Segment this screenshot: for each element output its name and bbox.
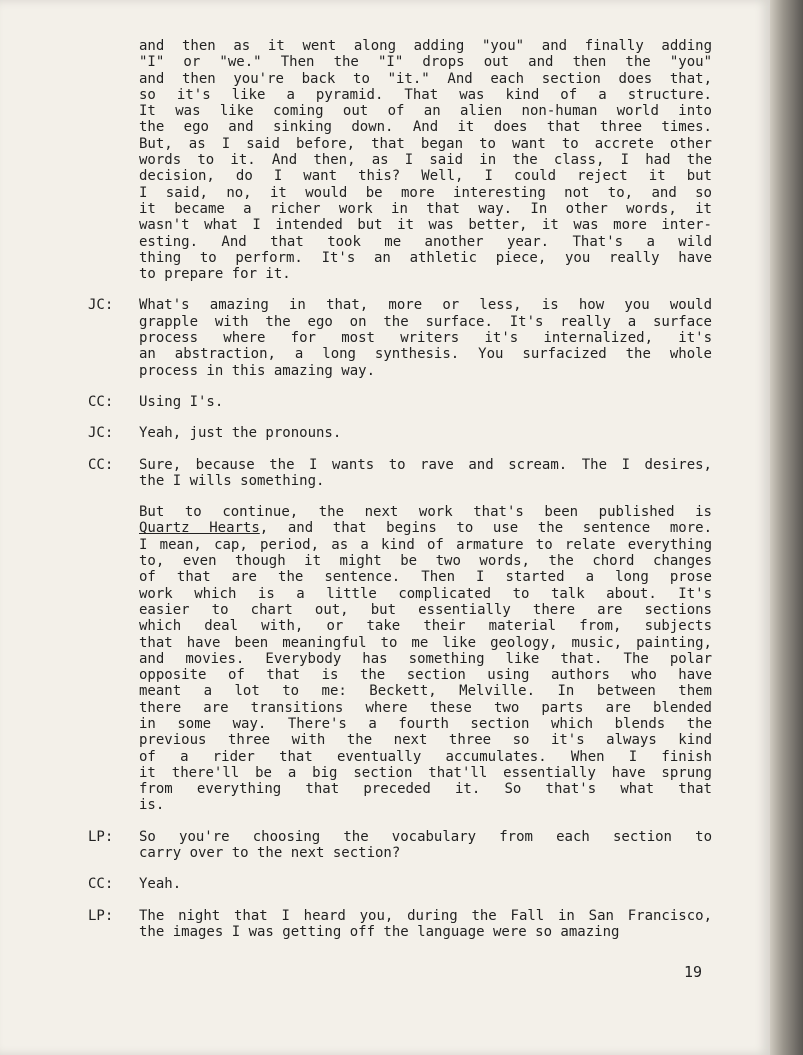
text-line: it there'll be a big section that'll essentially have sprung xyxy=(139,764,712,781)
interview-transcript xyxy=(0,38,770,955)
text-line: that have been meaningful to me like geology, music, painting, xyxy=(139,634,712,651)
text-line: the ego and sinking down. And it does that three times. xyxy=(139,119,712,136)
text-line: and then as it went along adding "you" and finally adding xyxy=(139,38,712,54)
text-line: an abstraction, a long synthesis. You surfacized the whole xyxy=(139,346,712,363)
paragraph-text xyxy=(139,908,712,941)
dialogue-turn xyxy=(0,908,770,941)
paragraph-text xyxy=(139,38,712,282)
text-line: so it's like a pyramid. That was kind of a structure. xyxy=(139,86,712,103)
paragraph-text xyxy=(139,457,712,490)
text-line: But to continue, the next work that's been published is xyxy=(139,504,712,521)
book-title: Quartz Hearts xyxy=(139,520,260,537)
text-line: Yeah. xyxy=(139,876,182,893)
dialogue-turn xyxy=(0,876,770,892)
text-line: in some way. There's a fourth section which blends the xyxy=(139,715,712,732)
text-line: Sure, because the I wants to rave and scream. The I desires, xyxy=(139,456,712,473)
text-line: and then you're back to "it." And each section does that, xyxy=(139,70,712,87)
text-line: of a rider that eventually accumulates. When I finish xyxy=(139,748,712,765)
text-line: it became a richer work in that way. In other words, it xyxy=(139,200,712,217)
text-line: I said, no, it would be more interesting not to, and so xyxy=(139,184,712,201)
speaker-label: CC: xyxy=(88,876,114,893)
text-line: work which is a little complicated to talk about. It's xyxy=(139,585,712,602)
text-line: and movies. Everybody has something like that. The polar xyxy=(139,650,712,667)
page-edge xyxy=(770,0,803,1055)
dialogue-turn xyxy=(0,297,770,378)
text-line: opposite of that is the section using authors who have xyxy=(139,667,712,684)
text-line: previous three with the next three so it's always kind xyxy=(139,732,712,749)
speaker-label: LP: xyxy=(88,828,114,845)
paragraph-text xyxy=(139,876,712,892)
text-line: The night that I heard you, during the Fall in San Francisco, xyxy=(139,907,712,924)
text-line: is. xyxy=(139,797,165,814)
text-line: from everything that preceded it. So that's what that xyxy=(139,781,712,798)
text-line: thing to perform. It's an athletic piece, you really have xyxy=(139,249,712,266)
dialogue-turn xyxy=(0,829,770,862)
paragraph-text xyxy=(139,297,712,378)
text-line: What's amazing in that, more or less, is how you would xyxy=(139,297,712,314)
text-line: words to it. And then, as I said in the class, I had the xyxy=(139,152,712,169)
paragraph-text xyxy=(139,425,712,441)
text-line: meant a lot to me: Beckett, Melville. In between them xyxy=(139,683,712,700)
text-line: process where for most writers it's internalized, it's xyxy=(139,330,712,347)
text-line: So you're choosing the vocabulary from each section to xyxy=(139,828,712,845)
text-line: of that are the sentence. Then I started a long prose xyxy=(139,569,712,586)
text-line: But, as I said before, that began to want to accrete other xyxy=(139,135,712,152)
speaker-label: LP: xyxy=(88,907,114,924)
text-line: the images I was getting off the language were so amazing xyxy=(139,923,620,940)
text-line: grapple with the ego on the surface. It's really a surface xyxy=(139,313,712,330)
paragraph-text xyxy=(139,829,712,862)
text-line: Yeah, just the pronouns. xyxy=(139,425,342,442)
text-line: which deal with, or take their material from, subjects xyxy=(139,618,712,635)
text-line: Quartz Hearts, and that begins to use the sentence more. xyxy=(139,520,712,537)
speaker-label: JC: xyxy=(88,425,114,442)
paragraph xyxy=(0,504,770,814)
speaker-label: JC: xyxy=(88,297,114,314)
dialogue-turn xyxy=(0,425,770,441)
text-line: decision, do I want this? Well, I could reject it but xyxy=(139,168,712,185)
text-line: process in this amazing way. xyxy=(139,362,376,379)
text-line: easier to chart out, but essentially there are sections xyxy=(139,601,712,618)
text-line: to prepare for it. xyxy=(139,266,291,283)
paragraph-text xyxy=(139,394,712,410)
page-number: 19 xyxy=(684,963,703,981)
paragraph-text xyxy=(139,504,712,814)
text-line: I mean, cap, period, as a kind of armature to relate everything xyxy=(139,536,712,553)
text-line: carry over to the next section? xyxy=(139,845,401,862)
text-line: It was like coming out of an alien non-human world into xyxy=(139,103,712,120)
speaker-label: CC: xyxy=(88,393,114,410)
text-line: the I wills something. xyxy=(139,472,325,489)
text-line: Using I's. xyxy=(139,393,224,410)
speaker-label: CC: xyxy=(88,456,114,473)
paragraph xyxy=(0,38,770,282)
dialogue-turn xyxy=(0,394,770,410)
text-line: to, even though it might be two words, the chord changes xyxy=(139,553,712,570)
text-line: "I" or "we." Then the "I" drops out and then the "you" xyxy=(139,54,712,71)
text-line: wasn't what I intended but it was better, it was more inter- xyxy=(139,217,712,234)
dialogue-turn xyxy=(0,457,770,490)
text-line: esting. And that took me another year. That's a wild xyxy=(139,233,712,250)
text-line: there are transitions where these two parts are blended xyxy=(139,699,712,716)
